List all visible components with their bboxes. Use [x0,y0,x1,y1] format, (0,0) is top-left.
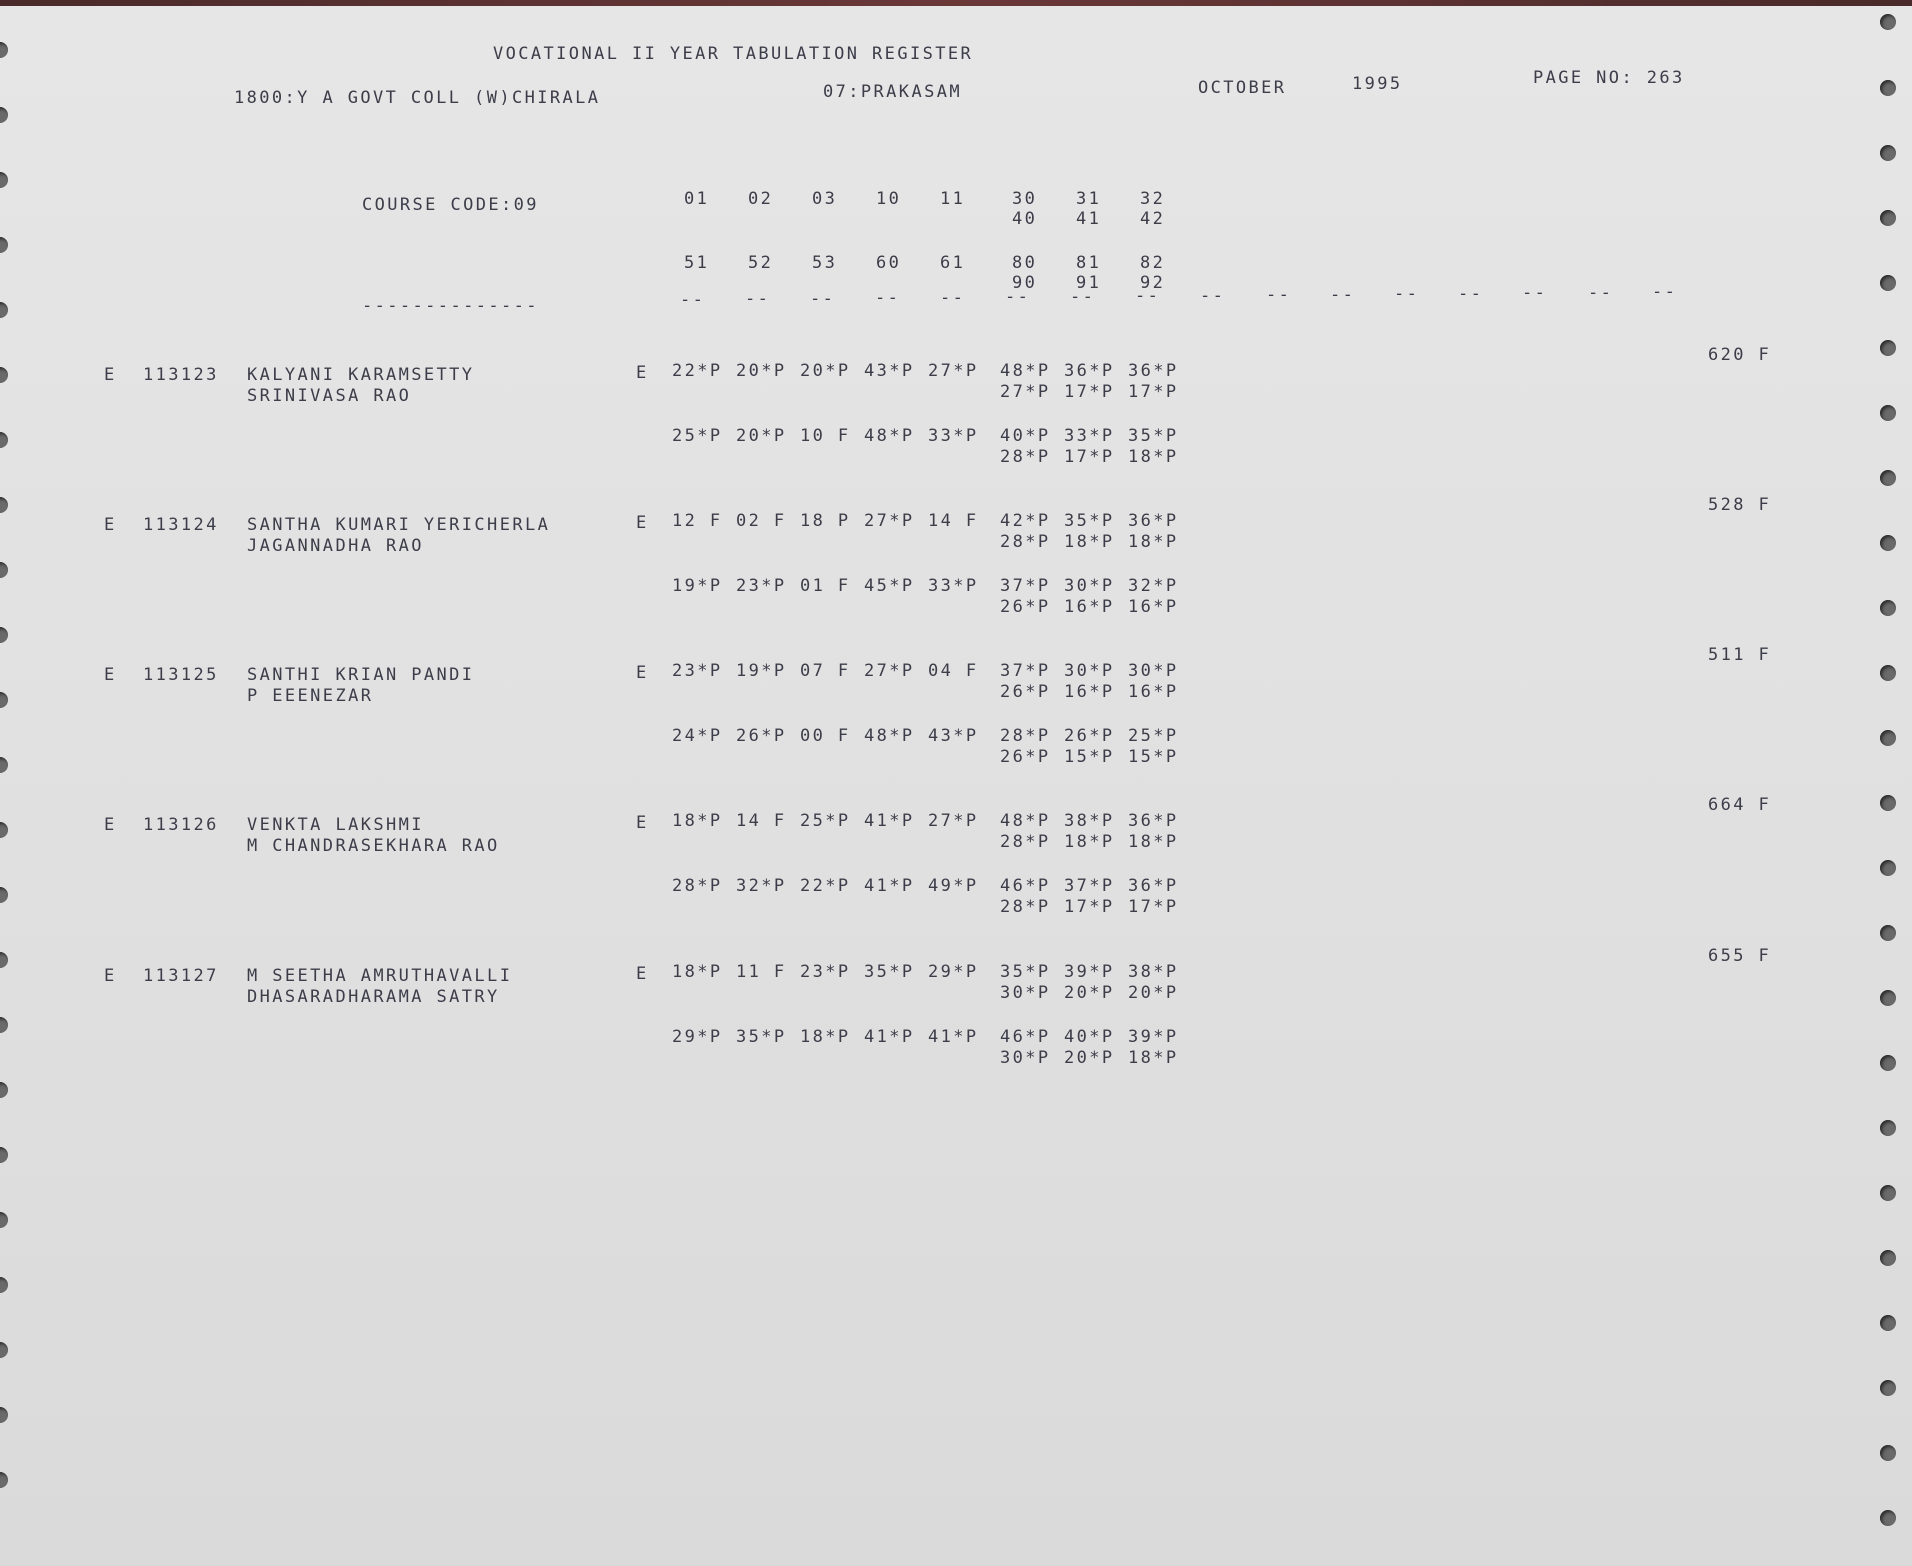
mark-cell: 16*P [1128,597,1179,617]
mark-cell: 48*P [864,726,915,746]
perforation-hole [0,1017,8,1033]
mark-cell: 30*P [1064,576,1115,596]
mark-cell: 46*P [1000,876,1051,896]
column-code: 01 [684,189,710,209]
college-name: 1800:Y A GOVT COLL (W)CHIRALA [234,88,601,108]
student-name: SANTHI KRIAN PANDI [247,665,475,685]
perforation-hole [0,757,8,773]
student-category: E [104,365,117,385]
mark-cell: 27*P [928,811,979,831]
grand-total: 664 F [1708,795,1772,815]
mark-cell: 17*P [1064,897,1115,917]
mark-cell: 37*P [1000,661,1051,681]
mark-cell: 35*P [1128,426,1179,446]
mark-cell: 00 F [800,726,851,746]
perforation-hole [1880,1380,1896,1396]
tabulation-register-sheet [0,6,1912,1566]
column-separator: -- [1522,283,1548,303]
mark-cell: 20*P [1064,1048,1115,1068]
column-separator: -- [1200,286,1226,306]
mark-cell: 41*P [864,1027,915,1047]
grand-total: 528 F [1708,495,1772,515]
perforation-hole [1880,210,1896,226]
perforation-hole [1880,1315,1896,1331]
mark-cell: 41*P [864,811,915,831]
mark-cell: 18*P [672,962,723,982]
column-code: 81 [1076,253,1102,273]
mark-cell: 40*P [1064,1027,1115,1047]
district-name: 07:PRAKASAM [823,82,962,102]
mark-cell: 35*P [1064,511,1115,531]
column-code: 53 [812,253,838,273]
perforation-hole [1880,860,1896,876]
mark-cell: 17*P [1128,897,1179,917]
mark-cell: 17*P [1128,382,1179,402]
mark-cell: 38*P [1128,962,1179,982]
perforation-hole [0,302,8,318]
mark-cell: 23*P [800,962,851,982]
hall-ticket-number: 113124 [143,515,219,535]
mark-cell: 25*P [1128,726,1179,746]
mark-cell: 18*P [1064,832,1115,852]
perforation-hole [0,367,8,383]
mark-cell: 25*P [672,426,723,446]
perforation-hole [1880,340,1896,356]
perforation-hole [1880,795,1896,811]
parent-name: DHASARADHARAMA SATRY [247,987,500,1007]
mark-cell: 22*P [672,361,723,381]
column-code: 31 [1076,189,1102,209]
column-code: 80 [1012,253,1038,273]
mark-cell: 23*P [736,576,787,596]
mark-cell: 29*P [672,1027,723,1047]
mark-cell: 27*P [928,361,979,381]
column-code: 03 [812,189,838,209]
perforation-hole [1880,600,1896,616]
mark-cell: 22*P [800,876,851,896]
parent-name: P EEENEZAR [247,686,374,706]
perforation-hole [0,42,8,58]
column-separator: -- [810,289,836,309]
mark-cell: 30*P [1064,661,1115,681]
perforation-hole [1880,275,1896,291]
mark-cell: 36*P [1128,511,1179,531]
mark-cell: 48*P [1000,361,1051,381]
parent-name: JAGANNADHA RAO [247,536,424,556]
perforation-hole [1880,665,1896,681]
column-code: 82 [1140,253,1166,273]
mark-cell: 27*P [864,511,915,531]
perforation-hole [0,432,8,448]
mark-cell: 36*P [1128,876,1179,896]
mark-cell: 17*P [1064,447,1115,467]
mark-cell: 35*P [864,962,915,982]
column-separator: -- [1266,285,1292,305]
column-separator: -- [875,288,901,308]
column-code: 52 [748,253,774,273]
column-code: 32 [1140,189,1166,209]
perforation-hole [1880,80,1896,96]
column-code: 40 [1012,209,1038,229]
mark-cell: 18*P [1128,832,1179,852]
perforation-hole [1880,1250,1896,1266]
page-number: PAGE NO: 263 [1533,68,1685,88]
perforation-hole [1880,145,1896,161]
mark-cell: 27*P [864,661,915,681]
mark-cell: 43*P [928,726,979,746]
student-name: KALYANI KARAMSETTY [247,365,475,385]
mark-cell: 10 F [800,426,851,446]
mark-cell: 20*P [1064,983,1115,1003]
mark-cell: 01 F [800,576,851,596]
perforation-hole [0,172,8,188]
perforation-hole [0,562,8,578]
perforation-hole [0,1147,8,1163]
column-separator: -- [745,289,771,309]
mark-cell: 18*P [1128,1048,1179,1068]
mark-cell: 19*P [672,576,723,596]
column-code: 60 [876,253,902,273]
column-separator: -- [940,288,966,308]
perforation-hole [1880,405,1896,421]
perforation-hole [0,887,8,903]
column-code: 51 [684,253,710,273]
column-separator: -- [1652,282,1678,302]
mark-cell: 35*P [1000,962,1051,982]
column-code: 42 [1140,209,1166,229]
perforation-hole [0,1212,8,1228]
perforation-hole [0,107,8,123]
perforation-hole [1880,535,1896,551]
medium: E [636,663,649,683]
header-separator: -------------- [362,296,539,316]
perforation-hole [0,237,8,253]
mark-cell: 26*P [1000,747,1051,767]
mark-cell: 20*P [1128,983,1179,1003]
mark-cell: 18*P [800,1027,851,1047]
mark-cell: 16*P [1128,682,1179,702]
mark-cell: 26*P [1000,682,1051,702]
mark-cell: 18*P [1064,532,1115,552]
course-code: COURSE CODE:09 [362,195,539,215]
exam-year: 1995 [1352,74,1403,94]
mark-cell: 23*P [672,661,723,681]
column-separator: -- [680,290,706,310]
grand-total: 655 F [1708,946,1772,966]
mark-cell: 32*P [736,876,787,896]
mark-cell: 25*P [800,811,851,831]
mark-cell: 49*P [928,876,979,896]
mark-cell: 36*P [1128,811,1179,831]
student-category: E [104,665,117,685]
exam-month: OCTOBER [1198,78,1287,98]
medium: E [636,964,649,984]
perforation-hole [1880,925,1896,941]
mark-cell: 28*P [1000,897,1051,917]
mark-cell: 40*P [1000,426,1051,446]
column-code: 90 [1012,273,1038,293]
column-separator: -- [1458,284,1484,304]
column-code: 92 [1140,273,1166,293]
mark-cell: 26*P [1000,597,1051,617]
medium: E [636,363,649,383]
mark-cell: 41*P [928,1027,979,1047]
mark-cell: 35*P [736,1027,787,1047]
student-name: M SEETHA AMRUTHAVALLI [247,966,513,986]
column-code: 10 [876,189,902,209]
mark-cell: 33*P [928,576,979,596]
mark-cell: 04 F [928,661,979,681]
mark-cell: 28*P [1000,726,1051,746]
mark-cell: 39*P [1128,1027,1179,1047]
hall-ticket-number: 113126 [143,815,219,835]
mark-cell: 27*P [1000,382,1051,402]
mark-cell: 11 F [736,962,787,982]
hall-ticket-number: 113123 [143,365,219,385]
mark-cell: 36*P [1128,361,1179,381]
perforation-hole [0,1472,8,1488]
mark-cell: 02 F [736,511,787,531]
mark-cell: 18*P [1128,532,1179,552]
mark-cell: 20*P [736,426,787,446]
column-code: 30 [1012,189,1038,209]
perforation-hole [1880,14,1896,30]
perforation-hole [0,1407,8,1423]
mark-cell: 46*P [1000,1027,1051,1047]
column-separator: -- [1135,286,1161,306]
perforation-hole [1880,1510,1896,1526]
mark-cell: 42*P [1000,511,1051,531]
mark-cell: 30*P [1128,661,1179,681]
hall-ticket-number: 113127 [143,966,219,986]
medium: E [636,813,649,833]
mark-cell: 14 F [736,811,787,831]
perforation-hole [0,1277,8,1293]
mark-cell: 26*P [736,726,787,746]
student-category: E [104,815,117,835]
mark-cell: 30*P [1000,983,1051,1003]
student-name: VENKTA LAKSHMI [247,815,424,835]
column-code: 91 [1076,273,1102,293]
mark-cell: 36*P [1064,361,1115,381]
mark-cell: 38*P [1064,811,1115,831]
perforation-hole [0,822,8,838]
column-code: 61 [940,253,966,273]
mark-cell: 15*P [1128,747,1179,767]
mark-cell: 37*P [1064,876,1115,896]
mark-cell: 37*P [1000,576,1051,596]
mark-cell: 24*P [672,726,723,746]
perforation-hole [1880,1445,1896,1461]
mark-cell: 20*P [736,361,787,381]
mark-cell: 18*P [672,811,723,831]
column-separator: -- [1070,287,1096,307]
hall-ticket-number: 113125 [143,665,219,685]
column-code: 02 [748,189,774,209]
perforation-hole [1880,990,1896,1006]
mark-cell: 18*P [1128,447,1179,467]
parent-name: M CHANDRASEKHARA RAO [247,836,500,856]
mark-cell: 48*P [1000,811,1051,831]
mark-cell: 26*P [1064,726,1115,746]
register-title: VOCATIONAL II YEAR TABULATION REGISTER [493,44,974,64]
mark-cell: 32*P [1128,576,1179,596]
perforation-hole [0,692,8,708]
perforation-hole [1880,1185,1896,1201]
mark-cell: 15*P [1064,747,1115,767]
medium: E [636,513,649,533]
perforation-hole [1880,470,1896,486]
mark-cell: 28*P [672,876,723,896]
parent-name: SRINIVASA RAO [247,386,412,406]
mark-cell: 14 F [928,511,979,531]
perforation-hole [0,1342,8,1358]
mark-cell: 16*P [1064,682,1115,702]
column-code: 41 [1076,209,1102,229]
mark-cell: 20*P [800,361,851,381]
column-separator: -- [1330,285,1356,305]
column-code: 11 [940,189,966,209]
mark-cell: 48*P [864,426,915,446]
grand-total: 620 F [1708,345,1772,365]
mark-cell: 16*P [1064,597,1115,617]
mark-cell: 39*P [1064,962,1115,982]
student-name: SANTHA KUMARI YERICHERLA [247,515,551,535]
mark-cell: 07 F [800,661,851,681]
perforation-hole [1880,1120,1896,1136]
perforation-hole [1880,1055,1896,1071]
column-separator: -- [1005,287,1031,307]
mark-cell: 43*P [864,361,915,381]
column-separator: -- [1588,283,1614,303]
perforation-hole [0,497,8,513]
mark-cell: 41*P [864,876,915,896]
grand-total: 511 F [1708,645,1772,665]
mark-cell: 19*P [736,661,787,681]
mark-cell: 28*P [1000,447,1051,467]
mark-cell: 33*P [1064,426,1115,446]
mark-cell: 30*P [1000,1048,1051,1068]
mark-cell: 45*P [864,576,915,596]
perforation-hole [1880,730,1896,746]
perforation-hole [0,1082,8,1098]
column-separator: -- [1394,284,1420,304]
perforation-hole [0,952,8,968]
perforation-hole [0,627,8,643]
mark-cell: 33*P [928,426,979,446]
mark-cell: 18 P [800,511,851,531]
mark-cell: 28*P [1000,532,1051,552]
mark-cell: 29*P [928,962,979,982]
mark-cell: 17*P [1064,382,1115,402]
student-category: E [104,966,117,986]
mark-cell: 12 F [672,511,723,531]
mark-cell: 28*P [1000,832,1051,852]
student-category: E [104,515,117,535]
